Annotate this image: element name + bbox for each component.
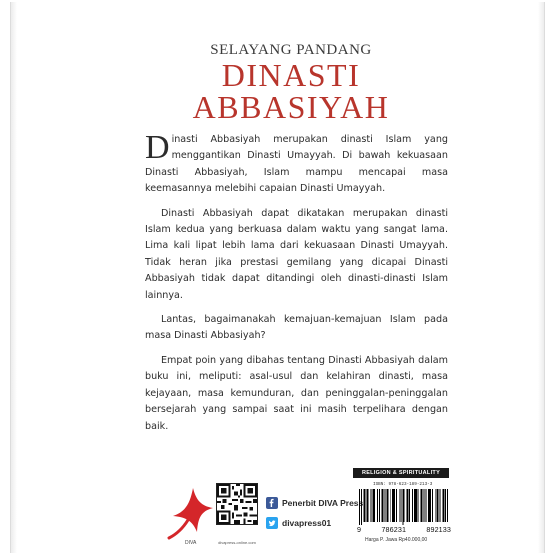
cover-right-edge — [538, 2, 544, 553]
barcode-digit-group-2: 786231 — [381, 525, 407, 534]
barcode-digit-group-3: 892133 — [426, 525, 451, 534]
title-line-1: DINASTI — [221, 57, 361, 93]
twitter-row — [266, 516, 331, 530]
title-line-2: ABBASIYAH — [192, 89, 390, 125]
blurb-paragraph-1 — [145, 129, 448, 198]
blurb-paragraph-4: Empat poin yang dibahas tentang Dinasti Abbasiyah dalam buku ini, meliputi: asal-usul dan kelahiran dinasti, masa kejayaan, masa kemunduran, dan peninggalan-peninggalan bersejarah yang sampai saat ini masih terpelihara dengan baik. — [145, 354, 448, 432]
barcode-digits — [357, 525, 451, 534]
dropcap-letter: D — [145, 129, 170, 166]
barcode-icon — [359, 489, 449, 525]
twitter-icon — [266, 517, 278, 529]
svg-text:DIVA: DIVA — [185, 540, 197, 546]
isbn-label: ISBN: 978-623-189-213-3 — [373, 482, 433, 487]
blurb-paragraph-3: Lantas, bagaimanakah kemajuan-kemajuan Islam pada masa Dinasti Abbasiyah? — [145, 314, 448, 342]
qr-code-icon — [216, 483, 258, 525]
twitter-label: divapress01 — [282, 518, 332, 528]
facebook-row — [266, 496, 363, 510]
blurb-text — [145, 129, 448, 443]
facebook-label: Penerbit DIVA Press — [282, 498, 364, 508]
qr-caption: divapress-online.com — [218, 540, 256, 545]
category-band: RELIGION & SPIRITUALITY — [353, 468, 449, 478]
cover-left-edge — [11, 2, 17, 553]
price-label: Harga P. Jawa Rp40.000,00 — [365, 537, 428, 543]
book-back-cover — [10, 2, 545, 553]
facebook-icon — [266, 497, 278, 509]
pre-title: SELAYANG PANDANG — [210, 42, 372, 58]
barcode-digit-group-1: 9 — [357, 525, 362, 534]
blurb-paragraph-1-text: inasti Abbasiyah merupakan dinasti Islam yang menggantikan Dinasti Umayyah. Di bawah kekuasaan Dinasti Abbasiyah, Islam mampu mencapai masa keemasannya melebihi capaian Dinasti Umayyah. — [145, 134, 448, 195]
blurb-paragraph-2: Dinasti Abbasiyah dapat dikatakan merupakan dinasti Islam kedua yang berkuasa dalam waktu yang sangat lama. Lima kali lipat lebih lama dari kekuasaan Dinasti Umayyah. Tidak heran jika prestasi gemilang yang dicapai Dinasti Abbasiyah tidak dapat ditandingi oleh dinasti-dinasti Islam lainnya. — [145, 207, 448, 301]
